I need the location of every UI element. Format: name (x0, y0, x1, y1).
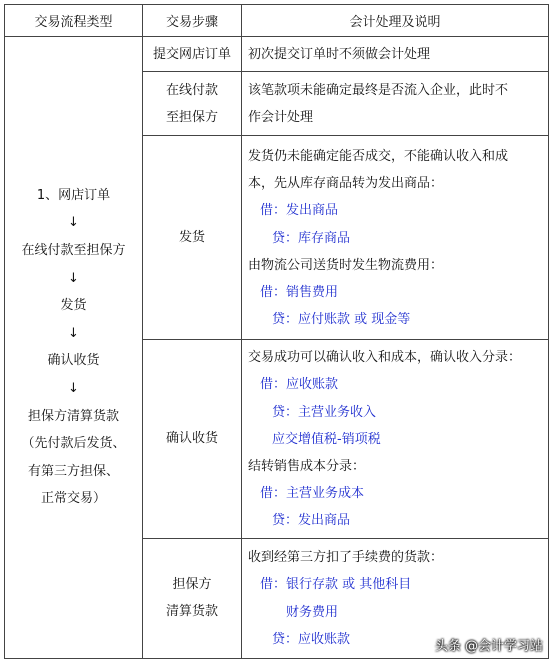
flow-line: 担保方清算货款 (27, 408, 119, 424)
desc-cell (242, 136, 549, 340)
header-description: 会计处理及说明 (242, 5, 549, 37)
flow-line: 有第三方担保、 (27, 463, 119, 479)
description-line: 结转销售成本分录： (248, 459, 366, 475)
desc-cell (242, 340, 549, 538)
flow-line: 发货 (60, 298, 87, 314)
arrow-down-icon: ↓ (68, 325, 79, 341)
description-line: 初次提交订单时不须做会计处理 (248, 47, 431, 62)
step-label: 发货 (178, 230, 205, 246)
desc-cell (242, 37, 549, 72)
journal-entry-line: 借：销售费用 (260, 285, 339, 300)
arrow-down-icon: ↓ (68, 270, 79, 286)
description-line: 该笔款项未能确定最终是否流入企业，此时不 (248, 83, 509, 98)
accounting-table (4, 4, 549, 659)
step-label: 确认收货 (165, 431, 218, 447)
arrow-down-icon: ↓ (68, 380, 79, 396)
journal-entry-line: 借：主营业务成本 (260, 486, 365, 502)
flow-line: 正常交易） (40, 491, 106, 507)
step-cell (143, 72, 242, 136)
header-step: 交易步骤 (143, 5, 242, 37)
watermark: 头条 @会计学习站 (434, 639, 543, 654)
flow-cell (5, 37, 143, 659)
journal-entry-line: 贷：应收账款 (272, 631, 351, 647)
step-cell (143, 340, 242, 538)
step-label: 担保方 (172, 577, 212, 593)
journal-entry-line: 借：应收账款 (260, 377, 339, 393)
journal-entry-line: 应交增值税-销项税 (272, 431, 381, 447)
description-line: 由物流公司送货时发生物流费用： (248, 257, 444, 273)
arrow-down-icon: ↓ (68, 215, 79, 231)
step-label: 在线付款 (165, 82, 218, 98)
journal-entry-line: 贷：库存商品 (272, 230, 351, 246)
flow-line: 确认收货 (47, 353, 100, 369)
table-row (5, 37, 549, 72)
journal-entry-line: 借：发出商品 (260, 203, 339, 219)
step-cell (143, 136, 242, 340)
description-line: 收到经第三方扣了手续费的货款： (248, 550, 444, 566)
journal-entry-line: 贷：发出商品 (272, 513, 351, 529)
step-label: 提交网店订单 (152, 46, 231, 62)
header-flow-type: 交易流程类型 (5, 5, 143, 37)
journal-entry-line: 财务费用 (286, 604, 339, 620)
description-line: 本，先从库存商品转为发出商品： (248, 176, 444, 192)
step-cell (143, 37, 242, 72)
step-label: 清算货款 (165, 604, 218, 620)
header-row (5, 5, 549, 37)
flow-line: 1、网店订单 (36, 187, 111, 203)
flow-line: （先付款后发货、 (21, 436, 126, 452)
journal-entry-line: 借：银行存款 或 其他科目 (260, 577, 412, 593)
description-line: 作会计处理 (248, 110, 314, 126)
flow-line: 在线付款至担保方 (21, 242, 126, 258)
step-cell (143, 538, 242, 658)
step-label: 至担保方 (165, 109, 218, 125)
journal-entry-line: 贷：应付账款 或 现金等 (272, 312, 411, 328)
description-line: 发货仍未能确定能否成交，不能确认收入和成 (248, 148, 509, 164)
desc-cell (242, 72, 549, 136)
description-line: 交易成功可以确认收入和成本，确认收入分录： (248, 350, 522, 366)
journal-entry-line: 贷：主营业务收入 (272, 404, 377, 420)
